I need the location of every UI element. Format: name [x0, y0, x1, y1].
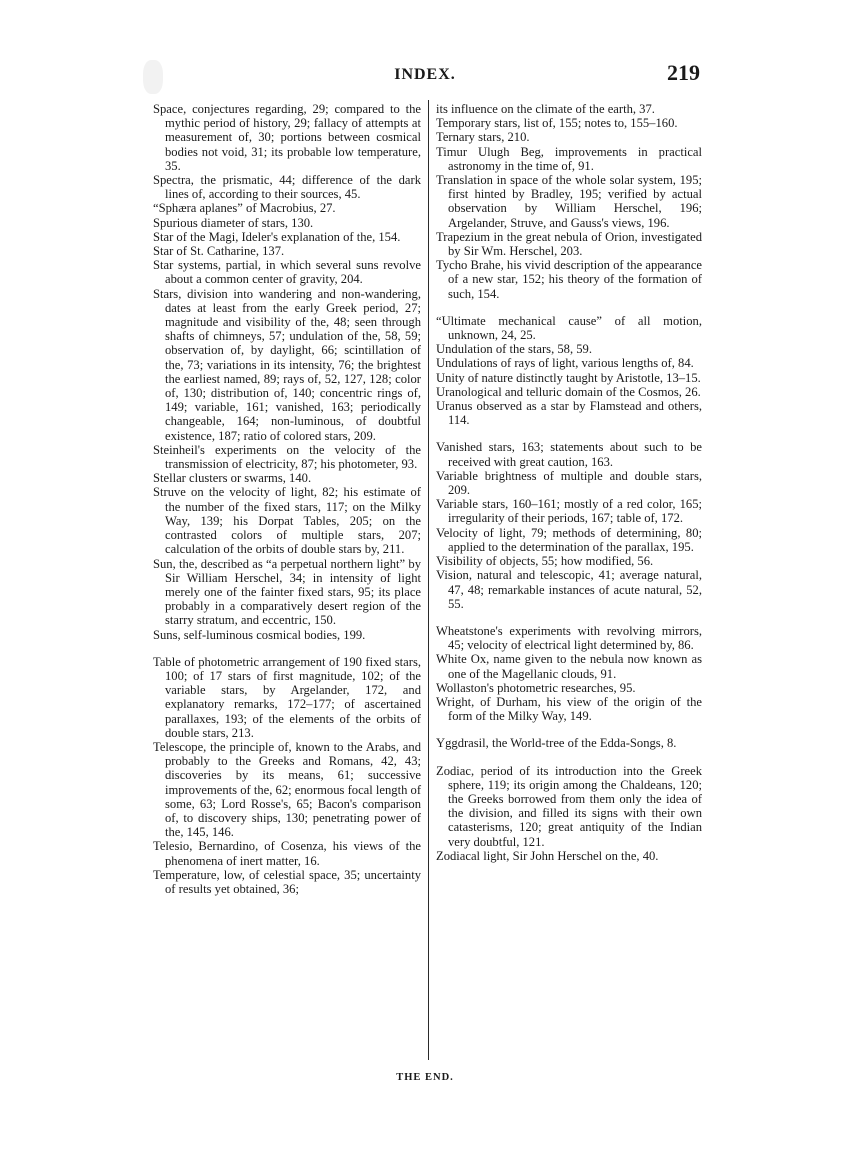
index-entry: Unity of nature distinctly taught by Aristotle, 13–15. [436, 370, 701, 385]
index-entry: Sun, the, described as “a perpetual northern light” by Sir William Herschel, 34; in intensity of light merely one of the fainter fixed stars, 95; its place probably in a comparatively desert region of the starry stratum, and eccentric, 150. [153, 556, 421, 628]
index-entry: Trapezium in the great nebula of Orion, investigated by Sir Wm. Herschel, 203. [436, 229, 702, 259]
index-entry: Star of the Magi, Ideler's explanation of the, 154. [153, 229, 401, 244]
index-entry: Star systems, partial, in which several suns revolve about a common center of gravity, 204. [153, 258, 421, 287]
index-entry: “Ultimate mechanical cause” of all motion, unknown, 24, 25. [436, 313, 702, 343]
index-entry: Zodiacal light, Sir John Herschel on the, 40. [436, 848, 659, 863]
index-entry: Struve on the velocity of light, 82; his estimate of the number of the fixed stars, 117; on the Milky Way, 139; his Dorpat Tables, 205; on the contrasted colors of multiple stars, 207; calculation of the orbits of double stars by, 211. [153, 485, 421, 557]
index-entry: Velocity of light, 79; methods of determining, 80; applied to the determination of the parallax, 195. [436, 525, 702, 554]
index-entry: Uranus observed as a star by Flamstead and others, 114. [436, 399, 702, 428]
index-entry: Wheatstone's experiments with revolving mirrors, 45; velocity of electrical light determined by, 86. [436, 623, 702, 653]
index-entry: its influence on the climate of the earth, 37. [436, 102, 655, 116]
index-entry: Yggdrasil, the World-tree of the Edda-Songs, 8. [436, 736, 677, 751]
index-entry: Wollaston's photometric researches, 95. [436, 680, 636, 695]
index-entry: Undulation of the stars, 58, 59. [436, 342, 593, 357]
index-entry: Wright, of Durham, his view of the origin of the form of the Milky Way, 149. [436, 694, 702, 724]
index-entry: Steinheil's experiments on the velocity of the transmission of electricity, 87; his photometer, 93. [153, 442, 421, 472]
index-entry: Stars, division into wandering and non-wandering, dates at least from the early Greek period, 27; magnitude and visibility of the, 48; seen through shafts of chimneys, 57; undulation of the, 58, 59; observation of, by daylight, 66; scintillation of the, 73; variations in its intensity, 76; the brightest the earliest named, 89; rays of, 52, 127, 128; color of, 130; distribution of, 140; concentric rings of, 149; variable, 161; vanished, 163; periodically changeable, 164; non-luminous, of doubtful existence, 187; ratio of colored stars, 209. [153, 286, 421, 443]
index-entry: Telesio, Bernardino, of Cosenza, his views of the phenomena of inert matter, 16. [153, 839, 421, 868]
the-end-text: THE END. [396, 1072, 454, 1083]
index-entry: Spectra, the prismatic, 44; difference of the dark lines of, according to their sources, 45. [153, 173, 421, 202]
index-entry: Stellar clusters or swarms, 140. [153, 471, 312, 486]
page-header-title: INDEX. [394, 66, 456, 83]
index-column-right [436, 102, 702, 863]
index-entry: Spurious diameter of stars, 130. [153, 215, 314, 230]
index-entry: “Sphæra aplanes” of Macrobius, 27. [153, 201, 336, 216]
index-entry: Table of photometric arrangement of 190 fixed stars, 100; of 17 stars of first magnitude, 102; of the variable stars, by Argelander, 172, and explanatory remarks, 172–177; of ascertained parallaxes, 193; of the elements of the orbits of double stars, 213. [153, 654, 421, 740]
index-entry: Space, conjectures regarding, 29; compared to the mythic period of history, 29; fallacy of attempts at measurement of, 30; portions between cosmical bodies not void, 31; its probable low temperature, 35. [153, 102, 421, 173]
index-entry: Variable stars, 160–161; mostly of a red color, 165; irregularity of their periods, 167; table of, 172. [436, 497, 702, 526]
index-entry: Variable brightness of multiple and double stars, 209. [436, 468, 702, 498]
index-column-left [153, 102, 421, 896]
index-entry: Uranological and telluric domain of the Cosmos, 26. [436, 384, 701, 399]
index-entry: Undulations of rays of light, various lengths of, 84. [436, 356, 694, 371]
index-entry: Vision, natural and telescopic, 41; average natural, 47, 48; remarkable instances of acute natural, 52, 55. [436, 568, 702, 611]
index-entry: Zodiac, period of its introduction into the Greek sphere, 119; its origin among the Chaldeans, 120; the Greeks borrowed from them only the idea of the division, and filled its signs with their own catasterisms, 120; great antiquity of the Indian very doubtful, 121. [436, 763, 702, 849]
index-entry: Ternary stars, 210. [436, 130, 530, 145]
index-entry: Translation in space of the whole solar system, 195; first hinted by Bradley, 195; verified by actual observation by William Herschel, 196; Argelander, Struve, and Gauss's views, 196. [436, 173, 702, 230]
index-entry: Suns, self-luminous cosmical bodies, 199. [153, 627, 366, 642]
page-number: 219 [667, 60, 700, 85]
index-entry: Temperature, low, of celestial space, 35; uncertainty of results yet obtained, 36; [153, 867, 421, 896]
index-entry: Star of St. Catharine, 137. [153, 244, 285, 259]
index-entry: Telescope, the principle of, known to the Arabs, and probably to the Greeks and Romans, 42, 43; discoveries by its means, 61; successive improvements of the, 62; enormous focal length of some, 63; Lord Rosse's, 65; Bacon's comparison of, to discovery ships, 130; penetrating power of the, 145, 146. [153, 739, 422, 840]
index-entry: Visibility of objects, 55; how modified, 56. [436, 554, 654, 569]
index-entry: Timur Ulugh Beg, improvements in practical astronomy in the time of, 91. [436, 144, 702, 173]
index-entry: White Ox, name given to the nebula now known as one of the Magellanic clouds, 91. [436, 652, 702, 681]
index-entry: Temporary stars, list of, 155; notes to, 155–160. [436, 116, 678, 131]
column-divider [428, 100, 429, 1060]
index-entry: Vanished stars, 163; statements about such to be received with great caution, 163. [436, 440, 702, 469]
index-entry: Tycho Brahe, his vivid description of the appearance of a new star, 152; his theory of the formation of such, 154. [436, 258, 702, 301]
